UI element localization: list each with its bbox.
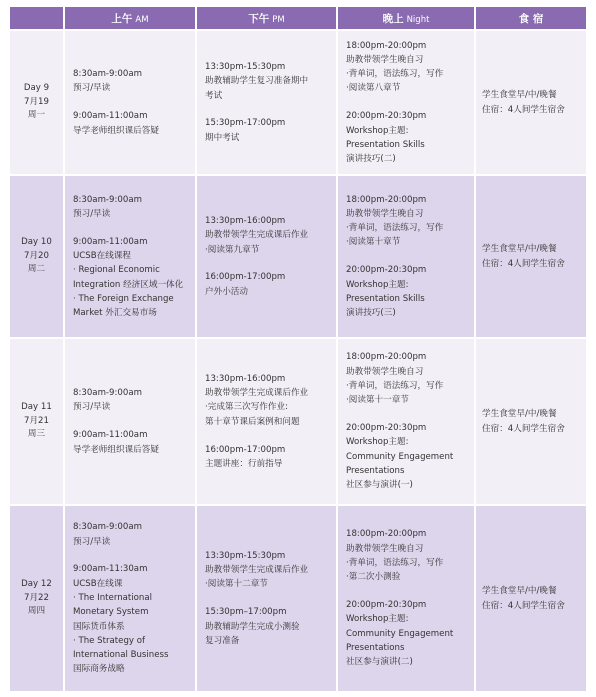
cell-line: 16:00pm-17:00pm bbox=[205, 272, 286, 283]
cell-line: 18:00pm-20:00pm bbox=[346, 529, 427, 540]
cell-line: 8:30am-9:00am bbox=[73, 194, 142, 205]
cell-line: 助教辅助学生复习准备期中 bbox=[205, 76, 309, 87]
schedule-row bbox=[10, 176, 586, 337]
day-label: 周一 bbox=[27, 110, 46, 121]
cell-line: Community Engagement bbox=[346, 451, 454, 462]
cell-line: 学生食堂早/中/晚餐 bbox=[482, 409, 557, 420]
cell-line: ·阅读第八章节 bbox=[346, 83, 401, 94]
cell-line: 预习/早读 bbox=[73, 402, 111, 413]
cell-line: Workshop主题: bbox=[346, 279, 409, 290]
day-label: 7月19 bbox=[24, 96, 49, 107]
cell-line: 8:30am-9:00am bbox=[73, 388, 142, 399]
cell-line: Presentations bbox=[346, 466, 405, 477]
lodging-cell bbox=[476, 31, 586, 174]
cell-line: ·阅读第十章节 bbox=[346, 237, 401, 248]
cell-line: 社区参与演讲(一) bbox=[346, 480, 413, 491]
block-gap bbox=[205, 429, 333, 443]
header-row bbox=[10, 7, 586, 29]
day-cell bbox=[10, 339, 63, 504]
block-gap bbox=[205, 592, 333, 606]
cell-line: 20:00pm-20:30pm bbox=[346, 423, 427, 434]
cell-line: 助教带领学生完成课后作业 bbox=[205, 388, 309, 399]
day-label: 周三 bbox=[27, 429, 46, 440]
day-cell bbox=[10, 176, 63, 337]
day-label: 7月22 bbox=[24, 592, 49, 603]
cell-line: 复习准备 bbox=[205, 635, 240, 646]
night-cell bbox=[338, 339, 474, 504]
cell-line: 助教带领学生晚自习 bbox=[346, 366, 424, 377]
cell-line: 国际货币体系 bbox=[73, 621, 125, 632]
day-cell bbox=[10, 506, 63, 691]
schedule-row bbox=[10, 506, 586, 691]
cell-line: 13:30pm-15:30pm bbox=[205, 61, 286, 72]
lodging-cell bbox=[476, 506, 586, 691]
cell-line: 13:30pm-16:00pm bbox=[205, 373, 286, 384]
cell-line: 助教带领学生晚自习 bbox=[346, 208, 424, 219]
cell-line: UCSB在线课 bbox=[73, 578, 123, 589]
cell-line: Workshop主题: bbox=[346, 437, 409, 448]
day-label: 周四 bbox=[27, 606, 46, 617]
cell-line: Market 外汇交易市场 bbox=[73, 308, 157, 319]
day-label: Day 11 bbox=[21, 402, 52, 413]
cell-line: ·阅读第十一章节 bbox=[346, 395, 409, 406]
night-cell bbox=[338, 31, 474, 174]
am-cell bbox=[65, 31, 195, 174]
header-lodging: 食 宿 bbox=[476, 7, 586, 29]
cell-line: 主题讲座：行前指导 bbox=[205, 458, 283, 469]
cell-line: 18:00pm-20:00pm bbox=[346, 194, 427, 205]
night-cell bbox=[338, 506, 474, 691]
pm-cell bbox=[197, 31, 336, 174]
cell-line: 演讲技巧(二) bbox=[346, 154, 396, 165]
pm-cell bbox=[197, 339, 336, 504]
block-gap bbox=[346, 250, 471, 264]
cell-line: 9:00am-11:30am bbox=[73, 564, 148, 575]
schedule-row bbox=[10, 339, 586, 504]
cell-line: 期中考试 bbox=[205, 132, 240, 143]
cell-line: International Business bbox=[73, 650, 169, 661]
cell-line: 20:00pm-20:30pm bbox=[346, 600, 427, 611]
am-cell bbox=[65, 339, 195, 504]
cell-line: · The International bbox=[73, 593, 153, 603]
day-label: 周二 bbox=[27, 264, 46, 275]
cell-line: 预习/早读 bbox=[73, 208, 111, 219]
cell-line: UCSB在线课程 bbox=[73, 251, 132, 261]
schedule-table bbox=[8, 5, 588, 693]
cell-line: 住宿：4人间学生宿舍 bbox=[482, 600, 565, 611]
cell-line: · The Foreign Exchange bbox=[73, 293, 174, 304]
cell-line: Community Engagement bbox=[346, 628, 454, 639]
block-gap bbox=[205, 257, 333, 271]
cell-line: 导学老师组织课后答疑 bbox=[73, 125, 159, 136]
cell-line: 20:00pm-20:30pm bbox=[346, 265, 427, 276]
cell-line: 住宿：4人间学生宿舍 bbox=[482, 104, 565, 115]
cell-line: ·第二次小测验 bbox=[346, 572, 401, 583]
header-pm: 下午 PM bbox=[197, 7, 336, 29]
cell-line: 助教辅助学生完成小测验 bbox=[205, 621, 300, 632]
cell-line: 住宿：4人间学生宿舍 bbox=[482, 423, 565, 434]
cell-line: ·阅读第十二章节 bbox=[205, 579, 268, 590]
cell-line: ·背单词，语法练习，写作 bbox=[346, 223, 444, 234]
cell-line: 考试 bbox=[205, 90, 223, 101]
cell-line: ·阅读第九章节 bbox=[205, 244, 260, 255]
cell-line: 9:00am-11:00am bbox=[73, 111, 148, 122]
cell-line: · The Strategy of bbox=[73, 635, 146, 646]
block-gap bbox=[73, 96, 192, 110]
lodging-cell bbox=[476, 339, 586, 504]
day-label: Day 10 bbox=[21, 237, 52, 248]
pm-cell bbox=[197, 176, 336, 337]
cell-line: Presentations bbox=[346, 643, 405, 654]
cell-line: 社区参与演讲(二) bbox=[346, 657, 413, 668]
cell-line: 13:30pm-16:00pm bbox=[205, 215, 286, 226]
block-gap bbox=[73, 415, 192, 429]
header-day bbox=[10, 7, 63, 29]
block-gap bbox=[73, 221, 192, 235]
day-label: Day 12 bbox=[21, 579, 52, 590]
cell-line: 18:00pm-20:00pm bbox=[346, 352, 427, 363]
schedule-row bbox=[10, 31, 586, 174]
cell-line: 16:00pm-17:00pm bbox=[205, 444, 286, 455]
cell-line: 助教带领学生晚自习 bbox=[346, 543, 424, 554]
cell-line: ·背单词，语法练习，写作 bbox=[346, 557, 444, 568]
cell-line: 学生食堂早/中/晚餐 bbox=[482, 90, 557, 101]
cell-line: 助教带领学生完成课后作业 bbox=[205, 230, 309, 241]
cell-line: 18:00pm-20:00pm bbox=[346, 40, 427, 51]
cell-line: 9:00am-11:00am bbox=[73, 430, 148, 441]
cell-line: 导学老师组织课后答疑 bbox=[73, 444, 159, 455]
lodging-cell bbox=[476, 176, 586, 337]
cell-line: · Regional Economic bbox=[73, 265, 160, 276]
cell-line: 助教带领学生晚自习 bbox=[346, 54, 424, 65]
block-gap bbox=[73, 549, 192, 563]
day-label: 7月21 bbox=[24, 415, 49, 426]
am-cell bbox=[65, 506, 195, 691]
cell-line: 住宿：4人间学生宿舍 bbox=[482, 258, 565, 269]
cell-line: 20:00pm-20:30pm bbox=[346, 111, 427, 122]
cell-line: 预习/早读 bbox=[73, 536, 111, 547]
cell-line: 助教带领学生完成课后作业 bbox=[205, 565, 309, 576]
cell-line: 9:00am-11:00am bbox=[73, 236, 148, 247]
cell-line: 8:30am-9:00am bbox=[73, 522, 142, 533]
cell-line: Monetary System bbox=[73, 607, 149, 618]
night-cell bbox=[338, 176, 474, 337]
cell-line: 8:30am-9:00am bbox=[73, 69, 142, 80]
cell-line: 户外小活动 bbox=[205, 286, 248, 297]
block-gap bbox=[346, 408, 471, 422]
cell-line: Integration 经济区域一体化 bbox=[73, 279, 184, 290]
cell-line: Workshop主题: bbox=[346, 614, 409, 625]
cell-line: 演讲技巧(三) bbox=[346, 308, 396, 319]
cell-line: ·背单词，语法练习，写作 bbox=[346, 380, 444, 391]
cell-line: 15:30pm–17:00pm bbox=[205, 607, 287, 618]
cell-line: 国际商务战略 bbox=[73, 664, 125, 675]
block-gap bbox=[205, 103, 333, 117]
header-am: 上午 AM bbox=[65, 7, 195, 29]
cell-line: 学生食堂早/中/晚餐 bbox=[482, 586, 557, 597]
cell-line: Presentation Skills bbox=[346, 293, 425, 304]
cell-line: Workshop主题: bbox=[346, 125, 409, 136]
cell-line: 15:30pm-17:00pm bbox=[205, 118, 286, 129]
header-night: 晚上 Night bbox=[338, 7, 474, 29]
cell-line: 预习/早读 bbox=[73, 83, 111, 94]
day-cell bbox=[10, 31, 63, 174]
day-label: 7月20 bbox=[24, 250, 49, 261]
cell-line: Presentation Skills bbox=[346, 139, 425, 150]
pm-cell bbox=[197, 506, 336, 691]
am-cell bbox=[65, 176, 195, 337]
cell-line: ·完成第三次写作作业: bbox=[205, 402, 288, 413]
day-label: Day 9 bbox=[23, 83, 50, 94]
cell-line: 学生食堂早/中/晚餐 bbox=[482, 244, 557, 255]
cell-line: ·背单词，语法练习，写作 bbox=[346, 69, 444, 80]
block-gap bbox=[346, 585, 471, 599]
cell-line: 13:30pm-15:30pm bbox=[205, 550, 286, 561]
cell-line: 第十章节课后案例和问题 bbox=[205, 416, 300, 427]
block-gap bbox=[346, 96, 471, 110]
